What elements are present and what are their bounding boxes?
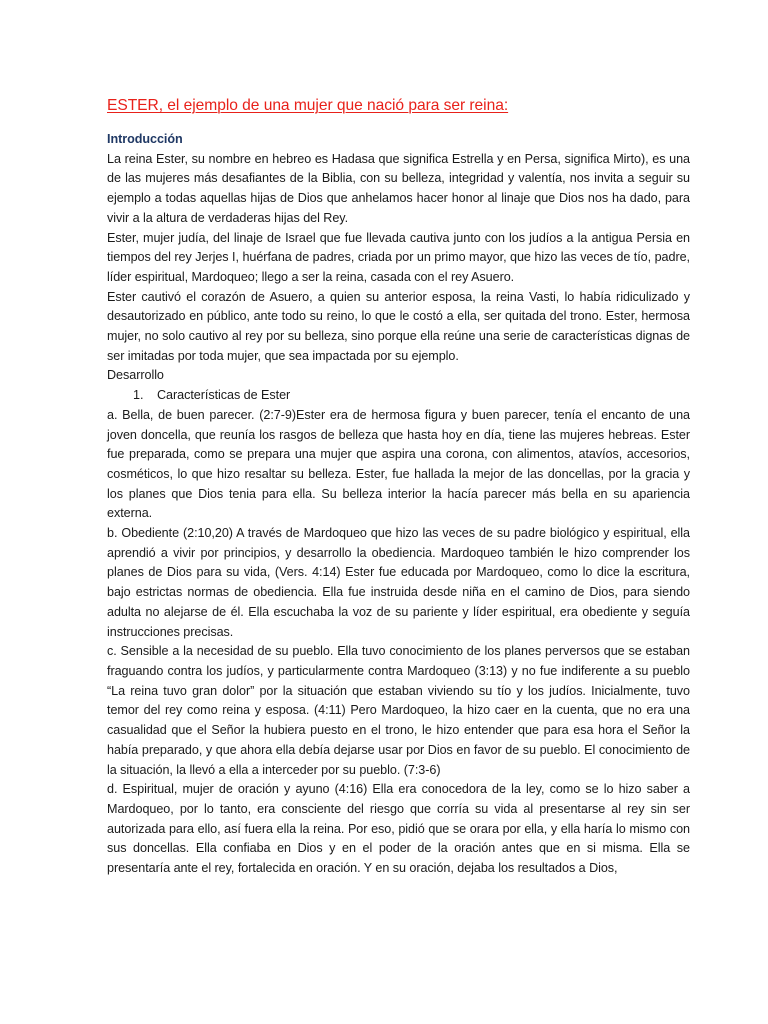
- list-number: 1.: [133, 388, 144, 403]
- list-item-text: Características de Ester: [157, 388, 291, 403]
- characteristic-paragraph: b. Obediente (2:10,20) A través de Mardoqueo que hizo las veces de su padre biológico y espiritual, ella aprendió a vivir por principios, y desarrollo la obediencia. Mardoqueo también le hizo comprender los planes de Dios para su vida, (Vers. 4:14) Ester fue educada por Mardoqueo, como lo dice la escritura, bajo estrictas normas de obediencia. Ella fue instruida desde niña en el camino de Dios, para siendo adulta no alejarse de él. Ella escuchaba la voz de su pariente y líder espiritual, era obediente y seguía instrucciones precisas.: [107, 526, 690, 639]
- characteristic-paragraph: d. Espiritual, mujer de oración y ayuno (4:16) Ella era conocedora de la ley, como se lo hizo saber a Mardoqueo, por lo tanto, era consciente del riesgo que corría su vida al presentarse al rey sin ser autorizada para ello, así fuera ella la reina. Por eso, pidió que se orara por ella, y ella haría lo mismo con sus doncellas. Ella confiaba en Dios y en el poder de la oración antes que en si misma. Ella se presentaría ante el rey, fortalecida en oración. Y en su oración, dejaba los resultados a Dios,: [107, 782, 690, 876]
- numbered-list-item: [107, 386, 690, 406]
- intro-paragraph: La reina Ester, su nombre en hebreo es Hadasa que significa Estrella y en Persa, significa Mirto), es una de las mujeres más desafiantes de la Biblia, con su belleza, integridad y valentía, nos invita a seguir su ejemplo a todas aquellas hijas de Dios que anhelamos hacer honor al linaje que Dios nos ha dado, para vivir a la altura de verdaderas hijas del Rey.: [107, 151, 690, 225]
- intro-heading: Introducción: [107, 132, 183, 146]
- intro-paragraph: Ester cautivó el corazón de Asuero, a quien su anterior esposa, la reina Vasti, lo había ridiculizado y desautorizado en público, ante todo su reino, lo que le costó a ella, ser quitada del trono. Ester, hermosa mujer, no solo cautivo al rey por su belleza, sino porque ella reúne una serie de características dignas de ser imitadas por toda mujer, que sea impactada por su ejemplo.: [107, 289, 690, 363]
- characteristic-paragraph: c. Sensible a la necesidad de su pueblo. Ella tuvo conocimiento de los planes perversos que se estaban fraguando contra los judíos, y particularmente contra Mardoqueo (3:13) y no fue indiferente a su pueblo “La reina tuvo gran dolor” por la situación que estaban viviendo su tío y los judíos. Inicialmente, tuvo temor del rey como reina y esposa. (4:11) Pero Mardoqueo, la hizo caer en la cuenta, que no era una casualidad que el Señor la hubiera puesto en el trono, le hizo entender que para esa hora el Señor la había preparado, y que ahora ella debía dejarse usar por Dios en favor de su pueblo. El conocimiento de la situación, la llevó a ella a interceder por su pueblo. (7:3-6): [107, 644, 690, 777]
- document-page: [107, 95, 690, 879]
- intro-paragraph: Ester, mujer judía, del linaje de Israel que fue llevada cautiva junto con los judíos a la antigua Persia en tiempos del rey Jerjes I, huérfana de padres, criada por un primo mayor, que hizo las veces de tío, padre, líder espiritual, Mardoqueo; llego a ser la reina, casada con el rey Asuero.: [107, 230, 690, 284]
- document-title: ESTER, el ejemplo de una mujer que nació para ser reina:: [107, 97, 509, 114]
- development-heading: Desarrollo: [107, 368, 164, 383]
- characteristic-paragraph: a. Bella, de buen parecer. (2:7-9)Ester era de hermosa figura y buen parecer, tenía el encanto de una joven doncella, que reunía los rasgos de belleza que hasta hoy en día, tiene las mujeres hebreas. Ester fue preparada, como se prepara una mujer que aspira una corona, con alimentos, atavíos, accesorios, cosméticos, lo que hizo resaltar su belleza. Ester, fue hallada la mejor de las doncellas, por la gracia y los planes que Dios tenia para ella. Su belleza interior la hacía parecer más bella en su apariencia externa.: [107, 407, 690, 521]
